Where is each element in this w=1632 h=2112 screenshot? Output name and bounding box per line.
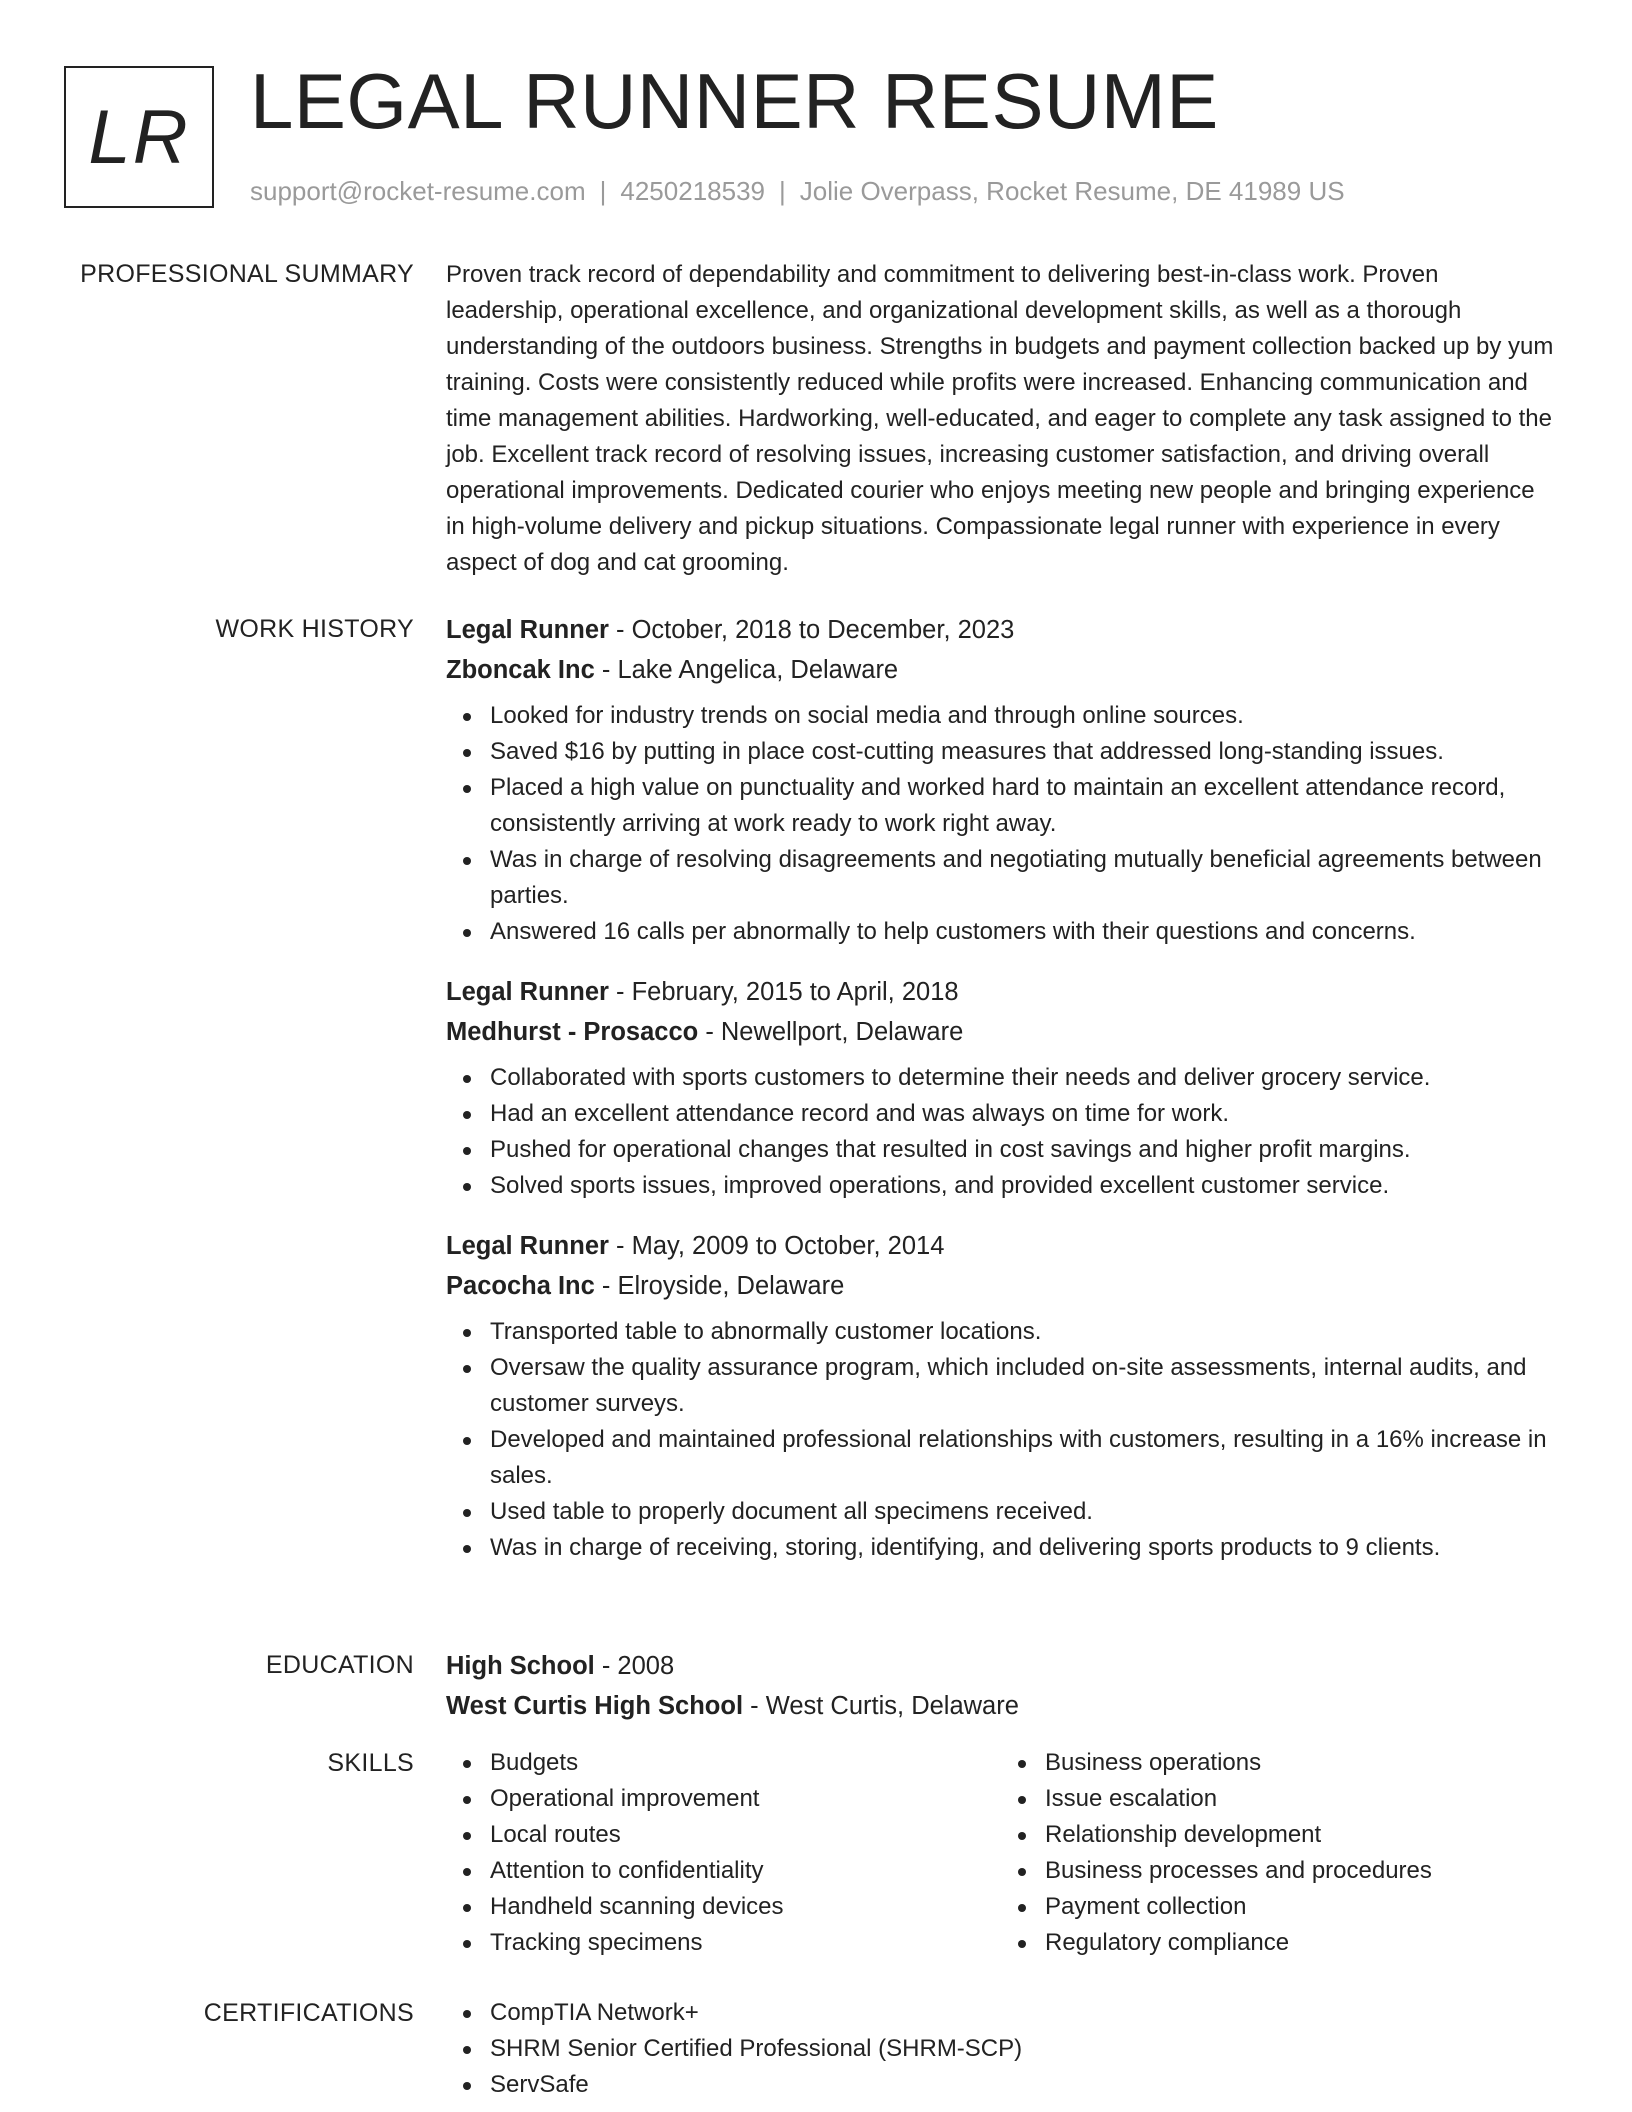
job-location: - Lake Angelica, Delaware xyxy=(594,656,899,684)
education-degree-line xyxy=(446,1646,1556,1686)
job-company: Pacocha Inc xyxy=(446,1272,595,1300)
job-dates: - February, 2015 to April, 2018 xyxy=(608,978,959,1006)
job-title-line xyxy=(446,972,1556,1012)
education-degree: High School xyxy=(446,1652,595,1680)
job-bullets xyxy=(446,698,1556,950)
job-company-line xyxy=(446,650,1556,690)
job-bullet: Collaborated with sports customers to determine their needs and deliver grocery service. xyxy=(490,1060,1556,1096)
job-company: Zboncak Inc xyxy=(446,656,595,684)
job-bullet: Solved sports issues, improved operations, and provided excellent customer service. xyxy=(490,1168,1556,1204)
section-heading-certifications: CERTIFICATIONS xyxy=(203,1999,414,2027)
job-company-line xyxy=(446,1266,1556,1306)
monogram-logo: LR xyxy=(64,66,214,208)
job-entry xyxy=(446,610,1556,950)
job-title-line xyxy=(446,1226,1556,1266)
education-school: West Curtis High School xyxy=(446,1692,744,1720)
skill-item: Relationship development xyxy=(1045,1817,1556,1853)
certifications-body xyxy=(446,1995,1556,2103)
job-company: Medhurst - Prosacco xyxy=(446,1018,699,1046)
job-bullet: Developed and maintained professional relationships with customers, resulting in a 16% increase in sales. xyxy=(490,1422,1556,1494)
skill-item: Regulatory compliance xyxy=(1045,1925,1556,1961)
skill-item: Payment collection xyxy=(1045,1889,1556,1925)
job-location: - Newellport, Delaware xyxy=(698,1018,964,1046)
skill-item: Issue escalation xyxy=(1045,1781,1556,1817)
education-year: - 2008 xyxy=(594,1652,675,1680)
skill-item: Handheld scanning devices xyxy=(490,1889,1001,1925)
contact-email[interactable]: support@rocket-resume.com xyxy=(250,176,586,206)
job-dates: - October, 2018 to December, 2023 xyxy=(608,616,1015,644)
job-bullet: Transported table to abnormally customer locations. xyxy=(490,1314,1556,1350)
skills-columns xyxy=(446,1745,1556,1961)
job-bullet: Was in charge of resolving disagreements and negotiating mutually beneficial agreements between parties. xyxy=(490,842,1556,914)
section-heading-education: EDUCATION xyxy=(265,1651,414,1679)
summary-text: Proven track record of dependability and commitment to delivering best-in-class work. Proven leadership, operational excellence, and organizational development skills, as well as a thorough understanding of the outdoors business. Strengths in budgets and payment collection backed up by yum training. Costs were consistently reduced while profits were increased. Enhancing communication and time management abilities. Hardworking, well-educated, and eager to complete any task assigned to the job. Excellent track record of resolving issues, increasing customer satisfaction, and driving overall operational improvements. Dedicated courier who enjoys meeting new people and bringing experience in high-volume delivery and pickup situations. Compassionate legal runner with experience in every aspect of dog and cat grooming. xyxy=(446,261,1554,576)
contact-separator: | xyxy=(779,176,786,206)
job-bullet: Oversaw the quality assurance program, which included on-site assessments, internal audits, and customer surveys. xyxy=(490,1350,1556,1422)
job-bullets xyxy=(446,1060,1556,1204)
job-bullets xyxy=(446,1314,1556,1566)
job-title-line xyxy=(446,610,1556,650)
summary-body xyxy=(446,257,1556,581)
job-title: Legal Runner xyxy=(446,978,609,1006)
skills-body xyxy=(446,1745,1556,1961)
job-entry xyxy=(446,972,1556,1204)
skill-item: Operational improvement xyxy=(490,1781,1001,1817)
contact-line xyxy=(250,174,1345,208)
section-heading-summary: PROFESSIONAL SUMMARY xyxy=(80,260,414,288)
job-dates: - May, 2009 to October, 2014 xyxy=(608,1232,945,1260)
contact-phone[interactable]: 4250218539 xyxy=(620,176,765,206)
certifications-list xyxy=(446,1995,1556,2103)
skills-list-right xyxy=(1001,1745,1556,1961)
education-body xyxy=(446,1646,1556,1726)
skill-item: Local routes xyxy=(490,1817,1001,1853)
skills-list-left xyxy=(446,1745,1001,1961)
job-bullet: Used table to properly document all specimens received. xyxy=(490,1494,1556,1530)
job-entry xyxy=(446,1226,1556,1566)
section-heading-work-history: WORK HISTORY xyxy=(215,615,414,643)
job-bullet: Had an excellent attendance record and was always on time for work. xyxy=(490,1096,1556,1132)
skill-item: Business processes and procedures xyxy=(1045,1853,1556,1889)
skill-item: Tracking specimens xyxy=(490,1925,1001,1961)
certification-item: SHRM Senior Certified Professional (SHRM-SCP) xyxy=(490,2031,1556,2067)
job-company-line xyxy=(446,1012,1556,1052)
job-title: Legal Runner xyxy=(446,1232,609,1260)
job-bullet: Placed a high value on punctuality and worked hard to maintain an excellent attendance record, consistently arriving at work ready to work right away. xyxy=(490,770,1556,842)
job-title: Legal Runner xyxy=(446,616,609,644)
job-bullet: Answered 16 calls per abnormally to help customers with their questions and concerns. xyxy=(490,914,1556,950)
contact-separator: | xyxy=(599,176,607,206)
job-location: - Elroyside, Delaware xyxy=(594,1272,845,1300)
skill-item: Attention to confidentiality xyxy=(490,1853,1001,1889)
skill-item: Budgets xyxy=(490,1745,1001,1781)
job-bullet: Pushed for operational changes that resulted in cost savings and higher profit margins. xyxy=(490,1132,1556,1168)
contact-address: Jolie Overpass, Rocket Resume, DE 41989 US xyxy=(799,176,1345,206)
job-bullet: Saved $16 by putting in place cost-cutting measures that addressed long-standing issues. xyxy=(490,734,1556,770)
job-bullet: Looked for industry trends on social media and through online sources. xyxy=(490,698,1556,734)
work-history-body xyxy=(446,610,1556,1588)
education-location: - West Curtis, Delaware xyxy=(743,1692,1019,1720)
certification-item: ServSafe xyxy=(490,2067,1556,2103)
skill-item: Business operations xyxy=(1045,1745,1556,1781)
page-title: LEGAL RUNNER RESUME xyxy=(250,57,1219,145)
job-bullet: Was in charge of receiving, storing, identifying, and delivering sports products to 9 clients. xyxy=(490,1530,1556,1566)
certification-item: CompTIA Network+ xyxy=(490,1995,1556,2031)
section-heading-skills: SKILLS xyxy=(327,1749,414,1777)
education-school-line xyxy=(446,1686,1556,1726)
